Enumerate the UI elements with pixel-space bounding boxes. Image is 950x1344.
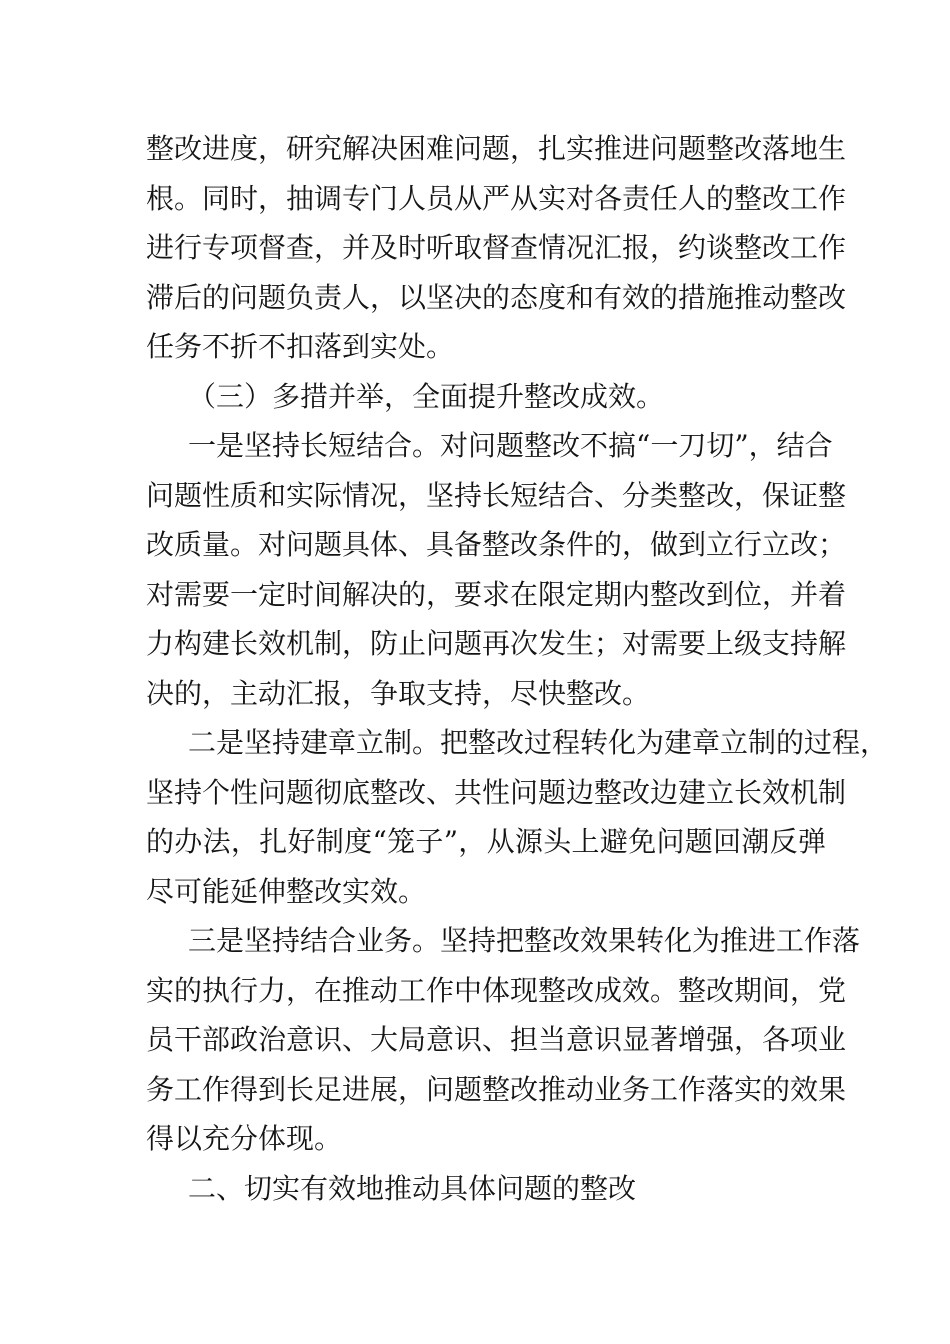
text-line: 务工作得到长足进展，问题整改推动业务工作落实的效果 — [146, 1072, 847, 1106]
paragraph-institution-building — [146, 718, 889, 916]
text-line: 力构建长效机制，防止问题再次发生；对需要上级支持解 — [146, 627, 847, 660]
text-line: 任务不折不扣落到实处。 — [146, 330, 455, 363]
text-line: 进行专项督查，并及时听取督查情况汇报，约谈整改工作 — [146, 231, 847, 264]
text-line: 决的，主动汇报，争取支持，尽快整改。 — [146, 676, 651, 710]
text-line: 滞后的问题负责人，以坚决的态度和有效的措施推动整改 — [146, 280, 847, 314]
text-line: 对需要一定时间解决的，要求在限定期内整改到位，并着 — [146, 577, 847, 611]
section-heading: （三）多措并举，全面提升整改成效。 — [188, 379, 665, 413]
paragraph-rectification-progress — [146, 124, 847, 372]
section-heading: 二、切实有效地推动具体问题的整改 — [188, 1171, 637, 1205]
text-line: 的办法，扎好制度“笼子”，从源头上避免问题回潮反弹 — [146, 825, 826, 858]
text-line: 一是坚持长短结合。对问题整改不搞“一刀切”，结合 — [188, 429, 833, 462]
paragraph-long-short-combination — [146, 421, 847, 718]
text-line: 坚持个性问题彻底整改、共性问题边整改边建立长效机制 — [146, 775, 847, 809]
text-line: 员干部政治意识、大局意识、担当意识显著增强，各项业 — [146, 1023, 847, 1056]
document-body — [146, 124, 889, 1213]
text-line: 三是坚持结合业务。坚持把整改效果转化为推进工作落 — [188, 924, 861, 957]
text-line: 根。同时，抽调专门人员从严从实对各责任人的整改工作 — [146, 181, 847, 215]
section-heading-3 — [146, 372, 826, 422]
text-line: 尽可能延伸整改实效。 — [146, 874, 427, 908]
text-line: 整改进度，研究解决困难问题，扎实推进问题整改落地生 — [146, 132, 847, 165]
paragraph-business-integration — [146, 916, 861, 1164]
text-line: 二是坚持建章立制。把整改过程转化为建章立制的过程， — [188, 726, 889, 759]
section-heading-2 — [146, 1164, 826, 1214]
text-line: 得以充分体现。 — [146, 1122, 343, 1155]
text-line: 实的执行力，在推动工作中体现整改成效。整改期间，党 — [146, 973, 847, 1007]
text-line: 改质量。对问题具体、具备整改条件的，做到立行立改； — [146, 528, 847, 561]
text-line: 问题性质和实际情况，坚持长短结合、分类整改，保证整 — [146, 478, 847, 512]
